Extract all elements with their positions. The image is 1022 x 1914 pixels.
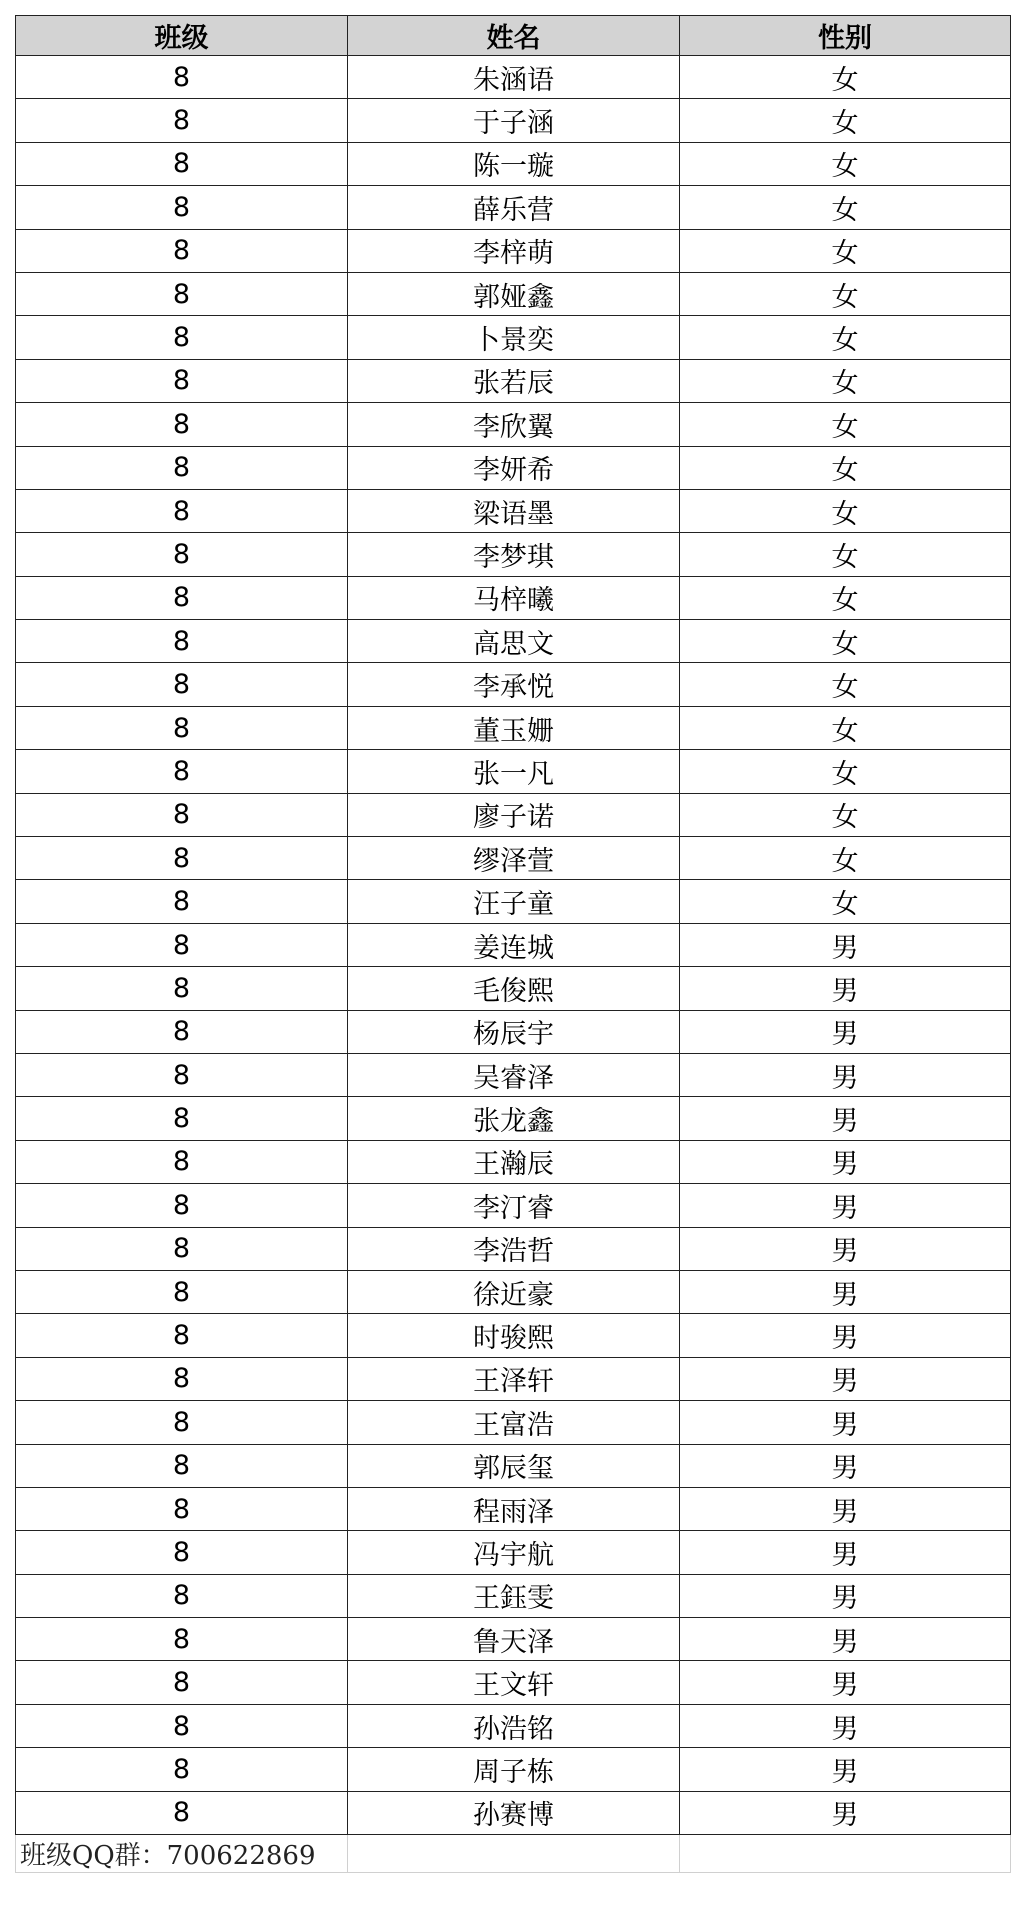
gender-cell: 男 bbox=[680, 1704, 1011, 1747]
table-row bbox=[16, 923, 1011, 966]
class-cell: 8 bbox=[16, 1357, 348, 1400]
name-cell: 郭辰玺 bbox=[348, 1444, 680, 1487]
name-cell: 张龙鑫 bbox=[348, 1097, 680, 1140]
table-row bbox=[16, 533, 1011, 576]
name-cell: 王鈺雯 bbox=[348, 1574, 680, 1617]
gender-cell: 女 bbox=[680, 446, 1011, 489]
gender-cell: 女 bbox=[680, 880, 1011, 923]
class-cell: 8 bbox=[16, 99, 348, 142]
table-row bbox=[16, 880, 1011, 923]
table-row bbox=[16, 1140, 1011, 1183]
gender-cell: 女 bbox=[680, 229, 1011, 272]
name-cell: 高思文 bbox=[348, 620, 680, 663]
name-cell: 王瀚辰 bbox=[348, 1140, 680, 1183]
class-cell: 8 bbox=[16, 1401, 348, 1444]
table-row bbox=[16, 1227, 1011, 1270]
gender-cell: 男 bbox=[680, 1010, 1011, 1053]
table-row bbox=[16, 446, 1011, 489]
class-roster-table bbox=[15, 15, 1011, 1873]
name-cell: 马梓曦 bbox=[348, 576, 680, 619]
name-cell: 李妍希 bbox=[348, 446, 680, 489]
name-cell: 于子涵 bbox=[348, 99, 680, 142]
name-cell: 李承悦 bbox=[348, 663, 680, 706]
class-cell: 8 bbox=[16, 403, 348, 446]
gender-cell: 男 bbox=[680, 1053, 1011, 1096]
gender-cell: 女 bbox=[680, 750, 1011, 793]
gender-cell: 女 bbox=[680, 533, 1011, 576]
class-cell: 8 bbox=[16, 1184, 348, 1227]
table-row bbox=[16, 967, 1011, 1010]
table-row bbox=[16, 1010, 1011, 1053]
name-cell: 廖子诺 bbox=[348, 793, 680, 836]
gender-cell: 男 bbox=[680, 1357, 1011, 1400]
name-cell: 王泽轩 bbox=[348, 1357, 680, 1400]
class-cell: 8 bbox=[16, 489, 348, 532]
table-row bbox=[16, 837, 1011, 880]
table-row bbox=[16, 272, 1011, 315]
gender-cell: 男 bbox=[680, 1270, 1011, 1313]
class-cell: 8 bbox=[16, 1097, 348, 1140]
table-row bbox=[16, 1791, 1011, 1834]
footer-empty-cell bbox=[348, 1835, 680, 1873]
table-row bbox=[16, 359, 1011, 402]
gender-cell: 女 bbox=[680, 142, 1011, 185]
class-cell: 8 bbox=[16, 142, 348, 185]
table-row bbox=[16, 1053, 1011, 1096]
name-cell: 王文轩 bbox=[348, 1661, 680, 1704]
class-cell: 8 bbox=[16, 1227, 348, 1270]
table-row bbox=[16, 1618, 1011, 1661]
class-cell: 8 bbox=[16, 272, 348, 315]
class-cell: 8 bbox=[16, 923, 348, 966]
gender-cell: 男 bbox=[680, 967, 1011, 1010]
name-cell: 鲁天泽 bbox=[348, 1618, 680, 1661]
name-cell: 时骏熙 bbox=[348, 1314, 680, 1357]
table-row bbox=[16, 1661, 1011, 1704]
name-cell: 朱涵语 bbox=[348, 56, 680, 99]
gender-cell: 女 bbox=[680, 272, 1011, 315]
class-cell: 8 bbox=[16, 316, 348, 359]
name-cell: 吴睿泽 bbox=[348, 1053, 680, 1096]
table-row bbox=[16, 1097, 1011, 1140]
table-row bbox=[16, 56, 1011, 99]
table-row bbox=[16, 1531, 1011, 1574]
gender-cell: 男 bbox=[680, 1401, 1011, 1444]
gender-cell: 男 bbox=[680, 1791, 1011, 1834]
class-cell: 8 bbox=[16, 750, 348, 793]
header-class: 班级 bbox=[16, 16, 348, 56]
gender-cell: 女 bbox=[680, 793, 1011, 836]
name-cell: 孙浩铭 bbox=[348, 1704, 680, 1747]
gender-cell: 女 bbox=[680, 576, 1011, 619]
gender-cell: 男 bbox=[680, 1140, 1011, 1183]
name-cell: 李欣翼 bbox=[348, 403, 680, 446]
table-row bbox=[16, 1487, 1011, 1530]
class-cell: 8 bbox=[16, 1270, 348, 1313]
class-cell: 8 bbox=[16, 1487, 348, 1530]
name-cell: 张一凡 bbox=[348, 750, 680, 793]
table-row bbox=[16, 99, 1011, 142]
name-cell: 李浩哲 bbox=[348, 1227, 680, 1270]
class-cell: 8 bbox=[16, 967, 348, 1010]
class-cell: 8 bbox=[16, 1574, 348, 1617]
table-row bbox=[16, 316, 1011, 359]
name-cell: 郭娅鑫 bbox=[348, 272, 680, 315]
name-cell: 缪泽萱 bbox=[348, 837, 680, 880]
header-gender: 性别 bbox=[680, 16, 1011, 56]
class-cell: 8 bbox=[16, 229, 348, 272]
gender-cell: 女 bbox=[680, 706, 1011, 749]
table-row bbox=[16, 750, 1011, 793]
name-cell: 李汀睿 bbox=[348, 1184, 680, 1227]
gender-cell: 男 bbox=[680, 1184, 1011, 1227]
name-cell: 董玉姗 bbox=[348, 706, 680, 749]
class-cell: 8 bbox=[16, 1140, 348, 1183]
class-cell: 8 bbox=[16, 1748, 348, 1791]
table-row bbox=[16, 1401, 1011, 1444]
gender-cell: 女 bbox=[680, 316, 1011, 359]
name-cell: 李梦琪 bbox=[348, 533, 680, 576]
table-row bbox=[16, 1748, 1011, 1791]
table-row bbox=[16, 1314, 1011, 1357]
class-cell: 8 bbox=[16, 1704, 348, 1747]
gender-cell: 男 bbox=[680, 1531, 1011, 1574]
qq-group-note: 班级QQ群：700622869 bbox=[16, 1835, 348, 1873]
gender-cell: 男 bbox=[680, 1661, 1011, 1704]
name-cell: 王富浩 bbox=[348, 1401, 680, 1444]
name-cell: 孙赛博 bbox=[348, 1791, 680, 1834]
class-cell: 8 bbox=[16, 1661, 348, 1704]
table-row bbox=[16, 489, 1011, 532]
class-cell: 8 bbox=[16, 576, 348, 619]
class-cell: 8 bbox=[16, 186, 348, 229]
name-cell: 梁语墨 bbox=[348, 489, 680, 532]
table-row bbox=[16, 706, 1011, 749]
class-cell: 8 bbox=[16, 359, 348, 402]
table-row bbox=[16, 1574, 1011, 1617]
table-row bbox=[16, 1444, 1011, 1487]
gender-cell: 男 bbox=[680, 1444, 1011, 1487]
name-cell: 毛俊熙 bbox=[348, 967, 680, 1010]
class-cell: 8 bbox=[16, 446, 348, 489]
class-cell: 8 bbox=[16, 1791, 348, 1834]
class-cell: 8 bbox=[16, 620, 348, 663]
class-cell: 8 bbox=[16, 1314, 348, 1357]
footer-row bbox=[16, 1835, 1011, 1873]
gender-cell: 女 bbox=[680, 56, 1011, 99]
class-cell: 8 bbox=[16, 706, 348, 749]
class-cell: 8 bbox=[16, 56, 348, 99]
table-row bbox=[16, 1184, 1011, 1227]
footer-empty-cell bbox=[680, 1835, 1011, 1873]
table-row bbox=[16, 793, 1011, 836]
table-row bbox=[16, 620, 1011, 663]
table-row bbox=[16, 403, 1011, 446]
gender-cell: 女 bbox=[680, 837, 1011, 880]
gender-cell: 男 bbox=[680, 1227, 1011, 1270]
roster-body bbox=[16, 56, 1011, 1835]
gender-cell: 男 bbox=[680, 1574, 1011, 1617]
header-name: 姓名 bbox=[348, 16, 680, 56]
class-cell: 8 bbox=[16, 837, 348, 880]
table-row bbox=[16, 1270, 1011, 1313]
gender-cell: 男 bbox=[680, 1618, 1011, 1661]
name-cell: 李梓萌 bbox=[348, 229, 680, 272]
gender-cell: 女 bbox=[680, 403, 1011, 446]
header-row bbox=[16, 16, 1011, 56]
class-cell: 8 bbox=[16, 1444, 348, 1487]
table-row bbox=[16, 1357, 1011, 1400]
class-cell: 8 bbox=[16, 793, 348, 836]
gender-cell: 女 bbox=[680, 620, 1011, 663]
class-cell: 8 bbox=[16, 533, 348, 576]
name-cell: 张若辰 bbox=[348, 359, 680, 402]
gender-cell: 男 bbox=[680, 1097, 1011, 1140]
gender-cell: 男 bbox=[680, 1748, 1011, 1791]
name-cell: 汪子童 bbox=[348, 880, 680, 923]
name-cell: 陈一璇 bbox=[348, 142, 680, 185]
gender-cell: 男 bbox=[680, 923, 1011, 966]
name-cell: 姜连城 bbox=[348, 923, 680, 966]
table-row bbox=[16, 229, 1011, 272]
class-cell: 8 bbox=[16, 1053, 348, 1096]
table-row bbox=[16, 142, 1011, 185]
table-row bbox=[16, 576, 1011, 619]
class-cell: 8 bbox=[16, 1618, 348, 1661]
name-cell: 周子栋 bbox=[348, 1748, 680, 1791]
gender-cell: 女 bbox=[680, 663, 1011, 706]
class-cell: 8 bbox=[16, 1010, 348, 1053]
class-cell: 8 bbox=[16, 663, 348, 706]
table-row bbox=[16, 663, 1011, 706]
gender-cell: 女 bbox=[680, 186, 1011, 229]
table-row bbox=[16, 186, 1011, 229]
name-cell: 冯宇航 bbox=[348, 1531, 680, 1574]
gender-cell: 男 bbox=[680, 1487, 1011, 1530]
name-cell: 徐近豪 bbox=[348, 1270, 680, 1313]
table-row bbox=[16, 1704, 1011, 1747]
name-cell: 杨辰宇 bbox=[348, 1010, 680, 1053]
gender-cell: 男 bbox=[680, 1314, 1011, 1357]
name-cell: 卜景奕 bbox=[348, 316, 680, 359]
name-cell: 薛乐营 bbox=[348, 186, 680, 229]
class-cell: 8 bbox=[16, 880, 348, 923]
gender-cell: 女 bbox=[680, 489, 1011, 532]
gender-cell: 女 bbox=[680, 359, 1011, 402]
name-cell: 程雨泽 bbox=[348, 1487, 680, 1530]
gender-cell: 女 bbox=[680, 99, 1011, 142]
class-cell: 8 bbox=[16, 1531, 348, 1574]
